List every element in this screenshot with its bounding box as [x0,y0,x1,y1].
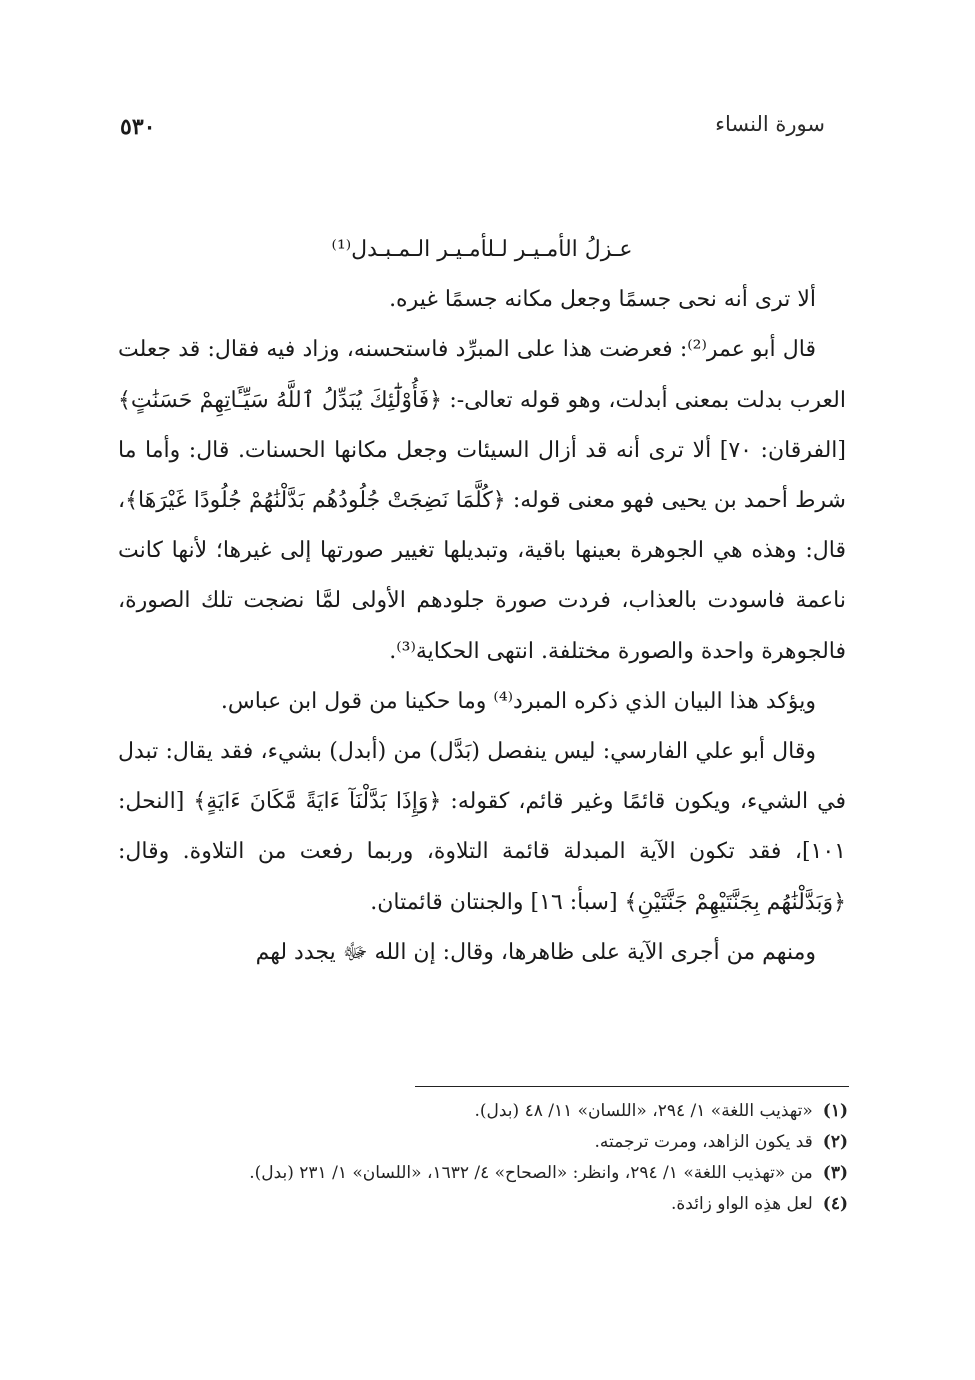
footnote-4 [120,1190,848,1218]
footnote-number: (٣) [822,1163,848,1183]
footnote-number: (٢) [822,1132,848,1152]
surah-title: سورة النساء [715,112,825,136]
paragraph-2: قال أبو عمر⁽²⁾: فعرضت هذا على المبرِّد فاستحسنه، وزاد فيه فقال: قد جعلت العرب بدلت بمعنى أبدلت، وهو قوله تعالى-: ﴿فَأُوْلَٰٓئِكَ يُبَدِّلُ ٱللَّهُ سَيِّـَٔاتِهِمْ حَسَنَٰتٍ﴾ [الفرقان: ٧٠] ألا ترى أنه قد أزال السيئات وجعل مكانها الحسنات. قال: وأما ما شرط أحمد بن يحيى فهو معنى قوله: ﴿كُلَّمَا نَضِجَتْ جُلُودُهُم بَدَّلْنَٰهُمْ جُلُودًا غَيْرَهَا﴾، قال: وهذه هي الجوهرة بعينها باقية، وتبديلها تغيير صورتها إلى غيرها؛ لأنها كانت ناعمة فاسودت بالعذاب، فردت صورة جلودهم الأولى لمَّا نضجت تلك الصورة، فالجوهرة واحدة والصورة مختلفة. انتهى الحكاية⁽³⁾. [118,337,846,664]
paragraph-3: ويؤكد هذا البيان الذي ذكره المبرد⁽⁴⁾ وما حكينا من قول ابن عباس. [220,688,816,714]
paragraph-1: ألا ترى أنه نحى جسمًا وجعل مكانه جسمًا غيره. [389,287,816,313]
footnote-number: (١) [822,1101,848,1121]
footnote-text: لعل هذِه الواو زائدة. [670,1194,813,1214]
footnote-1 [120,1097,848,1125]
footnotes [120,1097,848,1221]
footnote-2 [120,1128,848,1156]
paragraph-4: وقال أبو علي الفارسي: ليس ينفصل (بَدَّل) من (أبدل) بشيء، فقد يقال: تبدل في الشيء، ويكون قائمًا وغير قائم، كقوله: ﴿وَإِذَا بَدَّلْنَآ ءَايَةً مَّكَانَ ءَايَةٍ﴾ [النحل: ١٠١]، فقد تكون الآية المبدلة قائمة التلاوة، وربما رفعت من التلاوة. وقال: ﴿وَبَدَّلْنَٰهُم بِجَنَّتَيْهِمْ جَنَّتَيْنِ﴾ [سبأ: ١٦] والجنتان قائمتان. [118,739,846,915]
footnote-number: (٤) [822,1194,848,1214]
poetry-verse: عـزلُ الأمـيـر لـلأمـيـر الـمـبـدل⁽¹⁾ [331,237,633,262]
footnote-text: «تهذيب اللغة» ١/ ٢٩٤، «اللسان» ١١/ ٤٨ (بدل). [474,1101,813,1121]
footnote-text: قد يكون الزاهد، ومرت ترجمته. [594,1132,813,1152]
footnote-divider [415,1086,849,1087]
footnote-text: من «تهذيب اللغة» ١/ ٢٩٤، وانظر: «الصحاح» ٤/ ١٦٣٢، «اللسان» ١/ ٢٣١ (بدل). [249,1163,813,1183]
footnote-3 [120,1159,848,1187]
main-text [118,225,846,978]
running-header [120,112,855,152]
page-number: ٥٣٠ [120,114,156,140]
paragraph-5: ومنهم من أجرى الآية على ظاهرها، وقال: إن الله ﷻ يجدد لهم [255,939,816,965]
